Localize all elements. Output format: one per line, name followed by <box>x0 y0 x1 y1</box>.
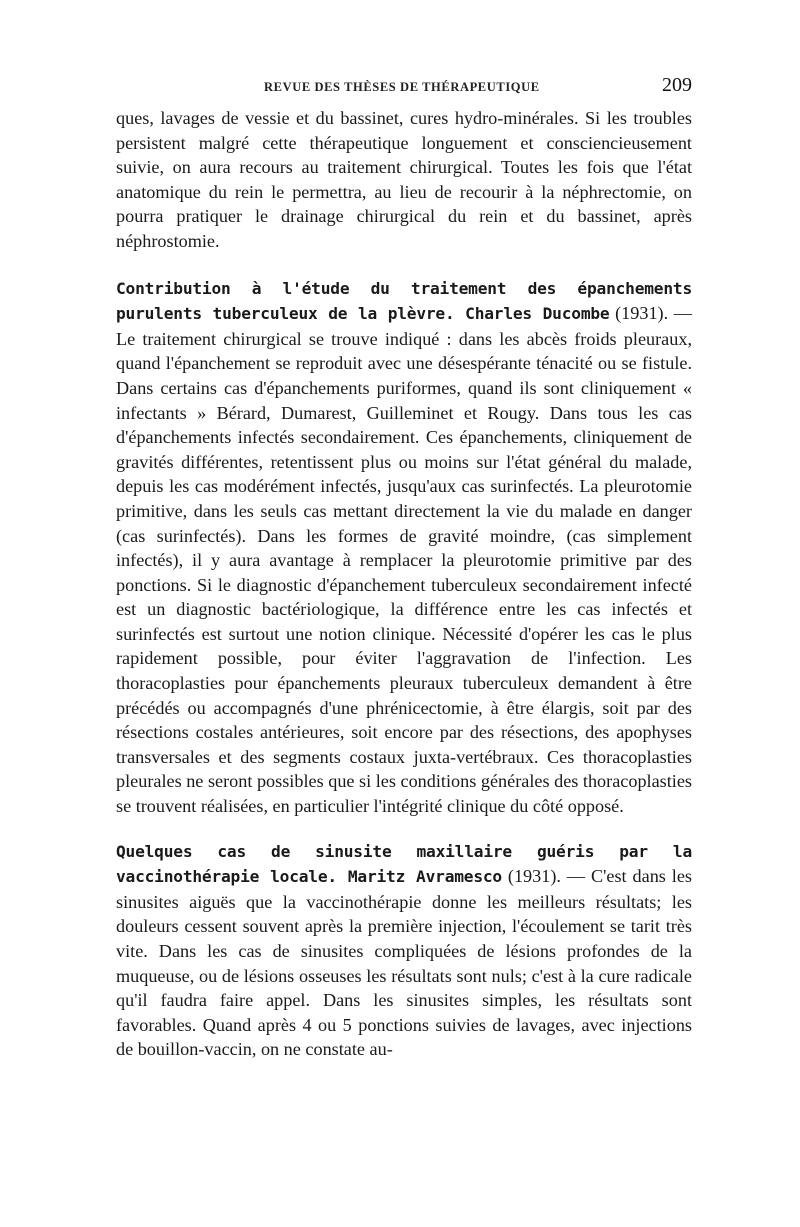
abstract-paragraph <box>116 276 692 819</box>
article-title: Contribution à l'étude du traitement des épanchements purulents tuberculeux de la plèvre. Charles Ducombe <box>116 278 692 324</box>
article-title: Quelques cas de sinusite maxillaire guéris par la vaccinothérapie locale. Maritz Avramesco <box>116 841 692 887</box>
intro-paragraph: ques, lavages de vessie et du bassinet, cures hydro-minérales. Si les troubles persistent malgré cette thérapeutique longuement et consciencieusement suivie, on aura recours au traitement chirurgical. Toutes les fois que l'état anatomique du rein le permettra, au lieu de recourir à la néphrectomie, on pourra pratiquer le drainage chirurgical du rein et du bassinet, après néphrostomie. <box>116 108 692 251</box>
article-body: (1931). — C'est dans les sinusites aiguës que la vaccinothérapie donne les meilleurs résultats; les douleurs cessent souvent après la première injection, l'écoulement se tarit très vite. Dans les cas de sinusites compliquées de lésions profondes de la muqueuse, ou de lésions osseuses les résultats sont nuls; c'est à la cure radicale qu'il faudra faire appel. Dans les sinusites simples, les résultats sont favorables. Quand après 4 ou 5 ponctions suivies de lavages, avec injections de bouillon-vaccin, on ne constate au- <box>116 866 692 1060</box>
page-number: 209 <box>662 74 692 96</box>
document-page <box>116 72 692 1062</box>
article-body: (1931). — Le traitement chirurgical se trouve indiqué : dans les abcès froids pleuraux, quand l'épanchement se reproduit avec une désespérante ténacité ou se fistule. Dans certains cas d'épanchements puriformes, quand ils sont cliniquement « infectants » Bérard, Dumarest, Guilleminet et Rougy. Dans tous les cas d'épanchements infectés secondairement. Ces épanchements, cliniquement de gravités différentes, retentissent plus ou moins sur l'état général du malade, depuis les cas modérément infectés, jusqu'aux cas surinfectés. La pleurotomie primitive, dans les seuls cas mettant directement la vie du malade en danger (cas surinfectés). Dans les formes de gravité moindre, (cas simplement infectés), il y aura avantage à remplacer la pleurotomie primitive par des ponctions. Si le diagnostic d'épanchement tuberculeux secondairement infecté est un diagnostic bactériologique, la différence entre les cas infectés et surinfectés est surtout une notion clinique. Nécessité d'opérer les cas le plus rapidement possible, pour éviter l'aggravation de l'infection. Les thoracoplasties pour épanchements pleuraux tuberculeux demandent à être précédés ou accompagnés d'une phrénicectomie, à être élargis, soit par des résections costales antérieures, soit encore par des résections, des apophyses transversales et des segments costaux juxta-vertébraux. Ces thoracoplasties pleurales ne seront possibles que si les conditions générales des thoracoplasties se trouvent réalisées, en particulier l'intégrité clinique du côté opposé. <box>116 303 692 817</box>
running-title: REVUE DES THÈSES DE THÉRAPEUTIQUE <box>264 80 540 94</box>
running-header <box>116 72 692 106</box>
abstract-paragraph <box>116 839 692 1062</box>
